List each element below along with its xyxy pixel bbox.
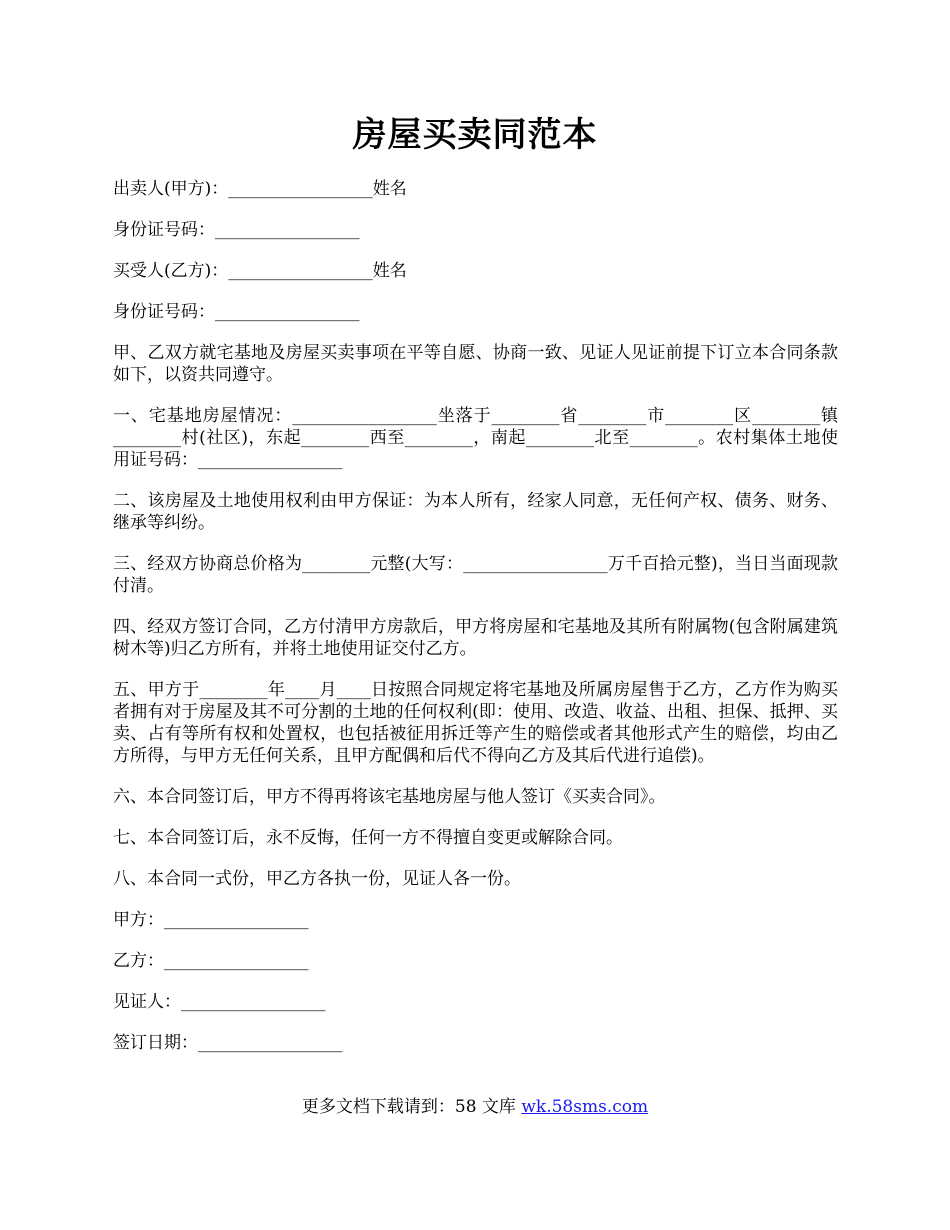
signing-date: 签订日期：_________________: [113, 1033, 343, 1053]
seller-id-field: 身份证号码：_________________: [113, 220, 360, 240]
intro-paragraph: 甲、乙双方就宅基地及房屋买卖事项在平等自愿、协商一致、见证人见证前提下订立本合同条款如下，以资共同遵守。: [113, 343, 838, 385]
document-title: 房屋买卖同范本: [352, 115, 598, 155]
clause-3: 三、经双方协商总价格为________元整(大写：_________________万千百拾元整)，当日当面现款付清。: [113, 554, 838, 596]
party-a-signature: 甲方：_________________: [113, 910, 309, 930]
clause-4: 四、经双方签订合同，乙方付清甲方房款后，甲方将房屋和宅基地及其所有附属物(包含附属建筑树木等)归乙方所有，并将土地使用证交付乙方。: [113, 617, 838, 659]
clause-6: 六、本合同签订后，甲方不得再将该宅基地房屋与他人签订《买卖合同》。: [113, 787, 666, 807]
clause-2: 二、该房屋及土地使用权利由甲方保证：为本人所有，经家人同意，无任何产权、债务、财务、继承等纠纷。: [113, 491, 838, 533]
witness-signature: 见证人：_________________: [113, 992, 326, 1012]
clause-1: 一、宅基地房屋情况：_________________坐落于________省________市________区________镇________村(社区)，东起________西至________，南起________北至________。农村集体土地使用证号码：_________________: [113, 406, 838, 470]
footer: [0, 1095, 950, 1119]
buyer-field: 买受人(乙方)：_________________姓名: [113, 261, 407, 281]
seller-field: 出卖人(甲方)：_________________姓名: [113, 179, 407, 199]
footer-text: 更多文档下载请到：58 文库: [301, 1097, 522, 1117]
clause-8: 八、本合同一式份，甲乙方各执一份，见证人各一份。: [113, 869, 521, 889]
footer-link[interactable]: wk.58sms.com: [521, 1097, 649, 1117]
clause-7: 七、本合同签订后，永不反悔，任何一方不得擅自变更或解除合同。: [113, 828, 623, 848]
buyer-id-field: 身份证号码：_________________: [113, 302, 360, 322]
clause-5: 五、甲方于________年____月____日按照合同规定将宅基地及所属房屋售于乙方，乙方作为购买者拥有对于房屋及其不可分割的土地的任何权利(即：使用、改造、收益、出租、担保、抵押、买卖、占有等所有权和处置权，也包括被征用拆迁等产生的赔偿或者其他形式产生的赔偿，均由乙方所得，与甲方无任何关系，且甲方配偶和后代不得向乙方及其后代进行追偿)。: [113, 680, 838, 766]
party-b-signature: 乙方：_________________: [113, 951, 309, 971]
contract-body: [113, 178, 838, 1073]
